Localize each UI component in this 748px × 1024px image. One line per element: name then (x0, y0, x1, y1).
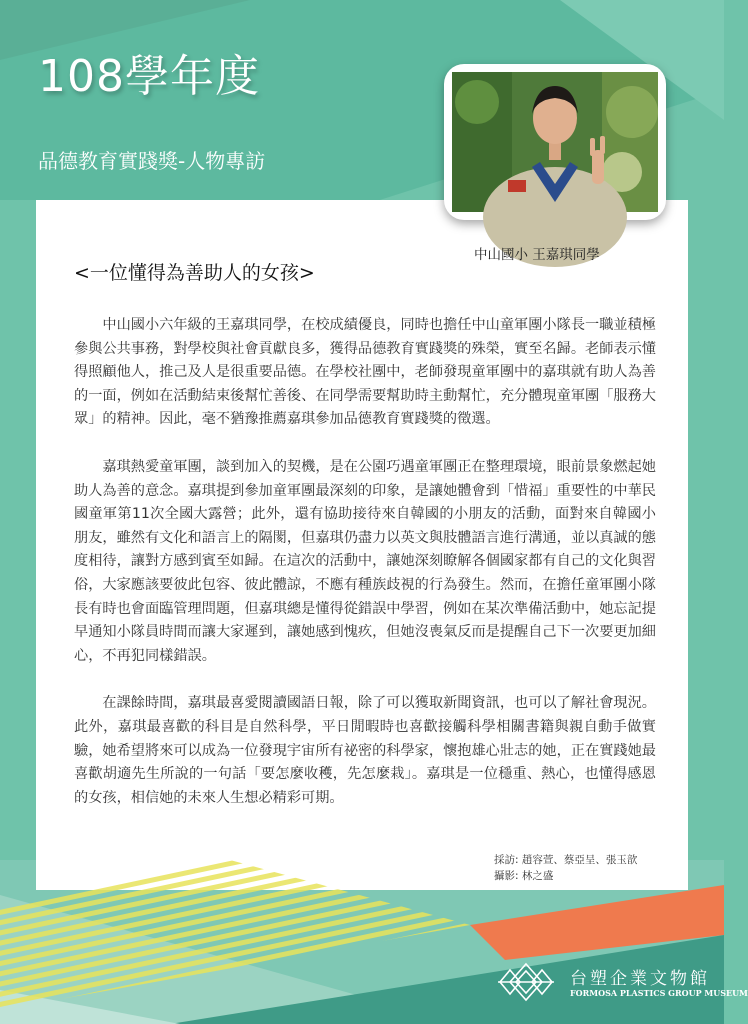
interview-credit: 採訪: 趙容萱、蔡亞呈、張玉歆 (494, 854, 638, 866)
photo-credit: 攝影: 林之盛 (494, 870, 554, 882)
museum-logo-icon (496, 962, 556, 1002)
page-subtitle: 品德教育實踐獎-人物專訪 (38, 149, 266, 173)
student-photo-frame (444, 64, 666, 220)
article-body (74, 314, 656, 834)
article-heading: <一位懂得為善助人的女孩> (74, 262, 315, 284)
article-paragraph: 中山國小六年級的王嘉琪同學，在校成績優良，同時也擔任中山童軍團小隊長一職並積極參與公共事務，對學校與社會貢獻良多，獲得品德教育實踐獎的殊榮，實至名歸。老師表示懂得照顧他人，推己及人是很重要品德。在學校社團中，老師發現童軍團中的嘉琪就有助人為善的一面，例如在活動結束後幫忙善後、在同學需要幫助時主動幫忙，充分體現童軍團「服務大眾」的精神。因此，毫不猶豫推薦嘉琪參加品德教育實踐獎的徵選。 (74, 317, 656, 428)
article-paragraph: 在課餘時間，嘉琪最喜愛閱讀國語日報，除了可以獲取新聞資訊，也可以了解社會現況。此外，嘉琪最喜歡的科目是自然科學，平日閒暇時也喜歡接觸科學相關書籍與親自動手做實驗，她希望將來可以成為一位發現宇宙所有祕密的科學家，懷抱雄心壯志的她，正在實踐她最喜歡胡適先生所說的一句話「要怎麼收穫，先怎麼栽」。嘉琪是一位穩重、熱心，也懂得感恩的女孩，相信她的未來人生想必精彩可期。 (74, 695, 656, 806)
article-paragraph: 嘉琪熱愛童軍團，談到加入的契機，是在公園巧遇童軍團正在整理環境，眼前景象燃起她助人為善的意念。嘉琪提到參加童軍團最深刻的印象，是讓她體會到「惜福」重要性的中華民國童軍第11次全國大露營；此外，還有協助接待來自韓國的小朋友的活動，面對來自韓國小朋友，雖然有文化和語言上的隔閡，但嘉琪仍盡力以英文與肢體語言進行溝通，並以真誠的態度相待，讓對方感到賓至如歸。在這次的活動中，讓她深刻瞭解各個國家都有自己的文化與習俗，大家應該要彼此包容、彼此體諒，不應有種族歧視的行為發生。然而，在擔任童軍團小隊長有時也會面臨管理問題，但嘉琪總是懂得從錯誤中學習，例如在某次準備活動中，她忘記提早通知小隊員時間而讓大家遲到，讓她感到愧疚，但她沒喪氣反而是提醒自己下一次要更加細心，不再犯同樣錯誤。 (74, 458, 656, 664)
page-title: 108學年度 (38, 51, 260, 102)
student-photo (452, 72, 658, 212)
student-caption: 中山國小 王嘉琪同學 (474, 247, 600, 263)
museum-name-chinese: 台塑企業文物館 (570, 969, 710, 989)
credits (494, 852, 637, 884)
student-photo-illustration (452, 72, 658, 212)
museum-logo (496, 960, 748, 1004)
museum-name-english: FORMOSA PLASTICS GROUP MUSEUM (570, 988, 748, 998)
